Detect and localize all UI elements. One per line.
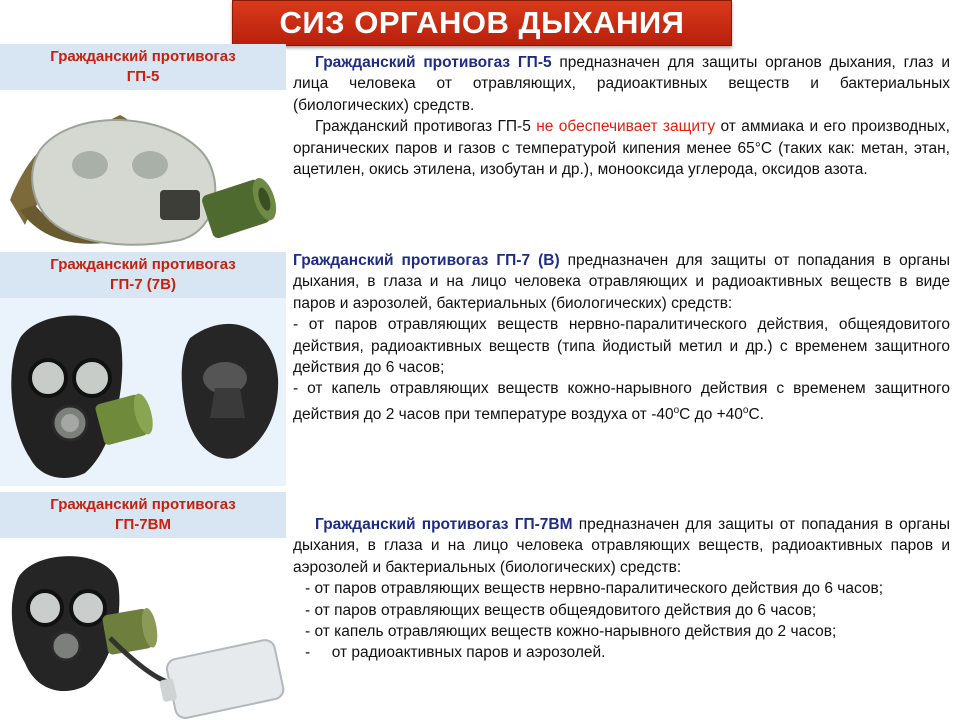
label-gp5-line2: ГП-5 [126, 68, 160, 85]
section-gp7vm-text [293, 514, 950, 664]
gp5-limit-end: от аммиака и его производных, органических паров и газов с температурой кипения менее 65°С (таких как: метан, этан, ацетилен, окись этилена, изобутан и др.), монооксида углерода, оксидов азота. [293, 118, 950, 179]
gp5-limit-paragraph [293, 116, 950, 180]
gp7-item-2-end: С. [748, 406, 764, 423]
label-gp5 [0, 44, 286, 90]
label-gp5-line1: Гражданский противогаз [50, 48, 236, 65]
gp5-name: Гражданский противогаз ГП-5 [315, 54, 552, 71]
gp5-intro-paragraph [293, 52, 950, 116]
page-title: СИЗ ОРГАНОВ ДЫХАНИЯ [232, 0, 732, 46]
gp5-intro: предназначен для защиты органов дыхания, глаз и лица человека от отравляющих, радиоактивных веществ и бактериальных (биологических) средств. [293, 54, 950, 114]
label-gp7vm-line2: ГП-7ВМ [115, 516, 171, 533]
gp7vm-intro-paragraph [293, 514, 950, 578]
gas-mask-gp7vm-image [0, 538, 286, 720]
gp7-item-2-mid: С до +40 [679, 406, 743, 423]
gp7vm-item-4: - от радиоактивных паров и аэрозолей. [305, 644, 606, 662]
degree-sign-2: о [742, 404, 749, 416]
gp5-limit-start: Гражданский противогаз ГП-5 [315, 118, 537, 136]
gp5-warning: не обеспечивает защиту [536, 118, 716, 136]
gas-mask-gp5-image [0, 90, 286, 252]
label-gp7-line1: Гражданский противогаз [50, 256, 236, 273]
gas-mask-gp7-image [0, 298, 286, 486]
label-gp7-line2: ГП-7 (7В) [110, 276, 176, 293]
gp7vm-item-3: - от капель отравляющих веществ кожно-нарывного действия до 2 часов; [305, 623, 837, 641]
label-gp7vm [0, 492, 286, 538]
gp7-intro-paragraph [293, 250, 950, 314]
gp7-item-2-start: - от капель отравляющих веществ кожно-нарывного действия с временем защитного действия до 2 часов при температуре воздуха от -40 [293, 380, 950, 423]
label-gp7vm-line1: Гражданский противогаз [50, 496, 236, 513]
gp7-item-1: - от паров отравляющих веществ нервно-паралитического действия, общеядовитого действия, радиоактивных веществ (типа йодистый метил и др.) с временем защитного действия до 6 часов; [293, 316, 950, 377]
gp7vm-item-1: - от паров отравляющих веществ нервно-паралитического действия до 6 часов; [305, 580, 884, 598]
degree-sign-1: о [673, 404, 680, 416]
gp7vm-name: Гражданский противогаз ГП-7ВМ [315, 516, 573, 533]
label-gp7 [0, 252, 286, 298]
gp7vm-item-2: - от паров отравляющих веществ общеядовитого действия до 6 часов; [305, 601, 817, 619]
gp7-item-2 [293, 378, 950, 425]
gp7vm-intro: предназначен для защиты от попадания в органы дыхания, в глаза и на лицо человека отравляющих веществ, радиоактивных паров и аэрозолей и бактериальных (биологических) средств: [293, 516, 950, 576]
gp7-intro: предназначен для защиты от попадания в органы дыхания, в глаза и на лицо человека отравляющих и радиоактивных веществ в виде паров и аэрозолей, бактериальных (биологических) средств: [293, 252, 950, 312]
gp7-name: Гражданский противогаз ГП-7 (В) [293, 252, 560, 269]
section-gp5-text [293, 52, 950, 180]
section-gp7-text [293, 250, 950, 425]
